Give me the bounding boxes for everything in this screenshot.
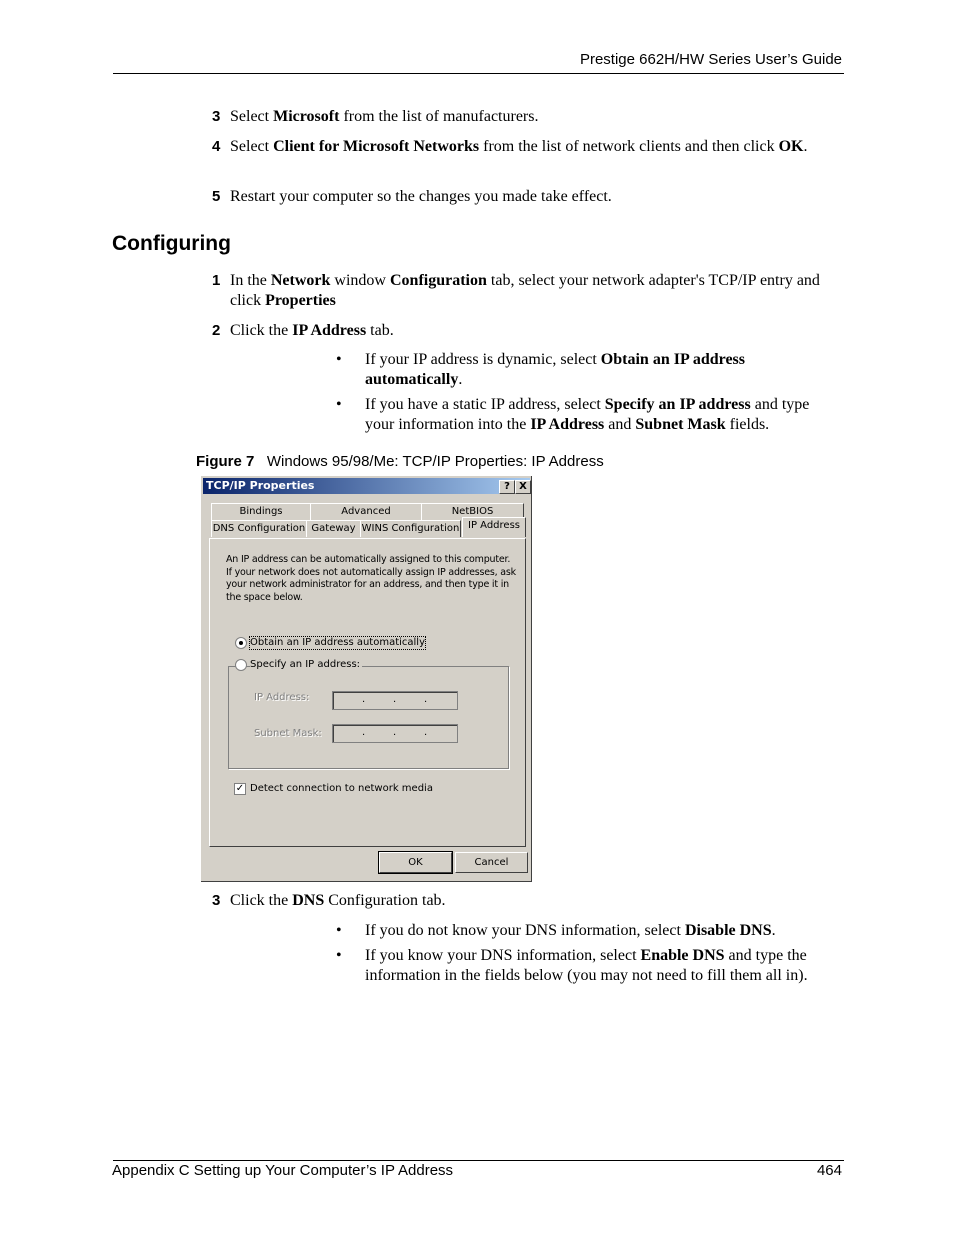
step-5-restart bbox=[212, 187, 842, 207]
step-number: 1 bbox=[212, 272, 221, 289]
tab-advanced[interactable]: Advanced bbox=[310, 503, 422, 520]
step-text: Click the DNS Configuration tab. bbox=[230, 892, 446, 909]
config-step-1 bbox=[212, 271, 842, 311]
step-text: Restart your computer so the changes you made take effect. bbox=[230, 188, 612, 205]
bullet-disable-dns bbox=[336, 921, 842, 941]
bullet-dot: • bbox=[336, 947, 342, 964]
dialog-description: An IP address can be automatically assigned to this computer. If your network does not automatically assign IP addresses, ask your network administrator for an address, and then type it in the space below. bbox=[226, 554, 516, 603]
page-number: 464 bbox=[816, 1162, 842, 1179]
dialog-titlebar bbox=[203, 478, 530, 494]
close-icon[interactable]: X bbox=[515, 480, 531, 494]
bullet-dot: • bbox=[336, 351, 342, 368]
tab-ip-address[interactable]: IP Address bbox=[462, 517, 526, 537]
step-number: 3 bbox=[212, 108, 221, 125]
footer-chapter: Appendix C Setting up Your Computer’s IP Address bbox=[112, 1162, 454, 1179]
tab-bindings[interactable]: Bindings bbox=[211, 503, 311, 520]
bullet-static-ip bbox=[336, 395, 842, 435]
config-step-2 bbox=[212, 321, 842, 341]
radio-selected-dot bbox=[239, 641, 243, 645]
ok-button[interactable]: OK bbox=[379, 852, 452, 873]
detect-media-label[interactable]: Detect connection to network media bbox=[250, 783, 433, 794]
step-text: Select Client for Microsoft Networks from the list of network clients and then click OK. bbox=[230, 138, 808, 155]
bullet-text: If you know your DNS information, select Enable DNS and type the information in the fields below (you may not need to fill them all in). bbox=[365, 947, 808, 984]
header-rule bbox=[113, 73, 844, 74]
figure-caption bbox=[196, 453, 604, 470]
tcpip-properties-dialog bbox=[200, 475, 533, 883]
help-icon[interactable]: ? bbox=[499, 480, 515, 494]
bullet-text: If your IP address is dynamic, select Obtain an IP address automatically. bbox=[365, 351, 745, 388]
specify-ip-group bbox=[228, 666, 509, 769]
radio-specify-ip-label[interactable]: Specify an IP address: bbox=[250, 659, 361, 670]
subnet-mask-label: Subnet Mask: bbox=[254, 728, 322, 739]
step-4-select-client bbox=[212, 137, 842, 157]
step-text: Click the IP Address tab. bbox=[230, 322, 394, 339]
section-heading: Configuring bbox=[112, 232, 231, 255]
step-3-dns-tab bbox=[212, 891, 842, 911]
bullet-text: If you have a static IP address, select Specify an IP address and type your information into the IP Address and Subnet Mask fields. bbox=[365, 396, 810, 433]
bullet-text: If you do not know your DNS information, select Disable DNS. bbox=[365, 922, 776, 939]
figure-label: Figure 7 bbox=[196, 453, 255, 470]
bullet-dot: • bbox=[336, 922, 342, 939]
step-number: 5 bbox=[212, 188, 221, 205]
figure-caption-text: Windows 95/98/Me: TCP/IP Properties: IP Address bbox=[266, 453, 604, 470]
cancel-button[interactable]: Cancel bbox=[455, 852, 528, 873]
radio-specify-ip[interactable] bbox=[235, 659, 247, 671]
radio-obtain-ip-label[interactable]: Obtain an IP address automatically bbox=[250, 637, 426, 648]
tab-wins-configuration[interactable]: WINS Configuration bbox=[360, 520, 461, 537]
footer-rule bbox=[113, 1160, 844, 1161]
bullet-enable-dns bbox=[336, 946, 842, 986]
tab-netbios[interactable]: NetBIOS bbox=[421, 503, 524, 520]
step-3-select-microsoft bbox=[212, 107, 842, 127]
dialog-title: TCP/IP Properties bbox=[206, 479, 315, 492]
ip-address-field[interactable]: . . . bbox=[332, 691, 458, 710]
bullet-dynamic-ip bbox=[336, 350, 842, 390]
tab-gateway[interactable]: Gateway bbox=[306, 520, 361, 537]
radio-obtain-ip[interactable] bbox=[235, 637, 247, 649]
bullet-dot: • bbox=[336, 396, 342, 413]
step-number: 2 bbox=[212, 322, 221, 339]
step-number: 3 bbox=[212, 892, 221, 909]
subnet-mask-field[interactable]: . . . bbox=[332, 724, 458, 743]
running-header: Prestige 662H/HW Series User’s Guide bbox=[579, 51, 842, 68]
step-text: In the Network window Configuration tab, select your network adapter's TCP/IP entry and click Properties bbox=[230, 272, 820, 309]
step-number: 4 bbox=[212, 138, 221, 155]
tab-dns-configuration[interactable]: DNS Configuration bbox=[211, 520, 307, 537]
detect-media-checkbox[interactable]: ✓ bbox=[235, 783, 245, 794]
step-text: Select Microsoft from the list of manufacturers. bbox=[230, 108, 539, 125]
ip-address-label: IP Address: bbox=[254, 692, 310, 703]
